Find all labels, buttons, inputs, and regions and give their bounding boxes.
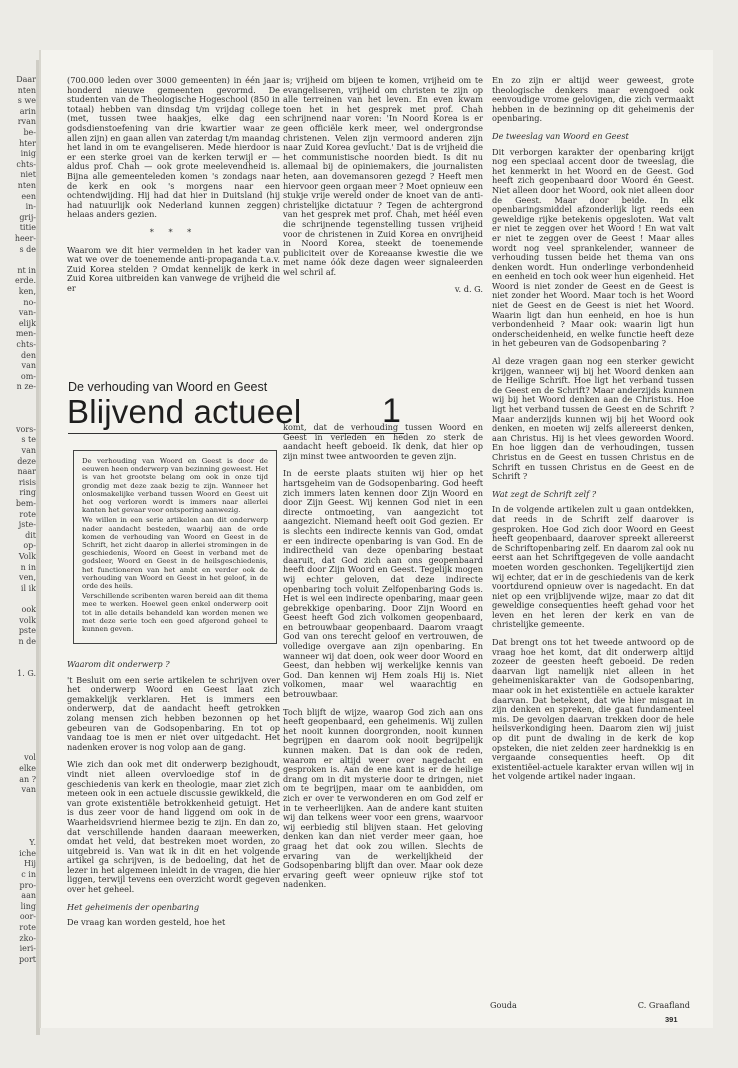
- author-initials: v. d. G.: [454, 284, 483, 295]
- edge-fragment: Volk: [18, 552, 36, 561]
- paragraph: is; vrijheid om bijeen te komen, vrijheid om te evangeliseren, vrijheid om christen te zijn op alle terreinen van het leven. En even kwam toen het in het gesprek met prof. Chah schrijnend naar voren: 'In Noord Korea is er geen officiële kerk meer, wel ondergrondse christenen. Velen zijn vermoord anderen zijn naar Zuid Korea gevlucht.' Dat is de vrijheid die het communistische noorden biedt. Is dit nu allemaal bij de opiniemakers, die journalisten heten, aan dovemansoren gezegd ? Heeft men hiervoor geen orgaan meer ? Moet opnieuw een stukje vrije wereld onder de knoet van de anti-christelijke dictatuur ? Tegen de achtergrond van het gesprek met prof. Chah, met héél even die schrijnende tegenstelling tussen vrijheid voor de christenen in Zuid Korea en onvrijheid in Noord Korea, steekt de toenemende publiciteit over de Koreaanse kwestie die we met name óók deze dagen weer signaleerden wel schril af.: [283, 75, 483, 277]
- intro-box: [73, 450, 277, 644]
- edge-fragment: om-: [20, 371, 36, 381]
- edge-fragment: be-: [23, 128, 36, 137]
- edge-fragment: niet: [20, 170, 36, 180]
- edge-fragment: rvan: [17, 117, 36, 127]
- edge-fragment: an ?: [19, 774, 36, 784]
- edge-fragment: den: [20, 350, 36, 360]
- edge-fragment: jste-: [18, 520, 36, 530]
- edge-fragment: ken,: [18, 287, 36, 296]
- edge-fragment: elijk: [18, 318, 36, 328]
- edge-fragment: inig: [20, 149, 36, 159]
- section-divider: * * *: [149, 226, 198, 237]
- paragraph: De vraag kan worden gesteld, hoe het: [67, 917, 226, 928]
- paragraph: In de eerste plaats stuiten wij hier op het hartsgeheim van de Godsopenbaring. God heeft zich immers laten kennen door Zijn Woord en door Zijn Geest. Wij kennen God niet in een directe ontmoeting, van aangezicht tot aangezicht. Niemand heeft ooit God gezien. Er is slechts een indirecte kennis van God, omdat er een indirecte openbaring is van God. En de indirectheid van deze openbaring bestaat daaruit, dat God zich aan ons geopenbaard heeft door Zijn Woord en Geest. Tegelijk mogen wij echter geloven, dat deze indirecte openbaring toch voluit Zelfopenbaring Gods is. Het is wel een indirecte openbaring, maar geen gebrekkige openbaring. Door Zijn Woord en Geest heeft God zich volkomen geopenbaard, en betrouwbaar geopenbaard. Daarom vraagt God van ons terecht geloof en vertrouwen, de volledige overgave aan zijn openbaring. En wanneer wij dat doen, ook weer door Woord en Geest, dan hebben wij werkelijke kennis van God. Dan kennen wij Hem zoals Hij is. Niet volkomen, maar wel waarachtig en betrouwbaar.: [283, 468, 483, 700]
- edge-fragment: chts-: [16, 159, 36, 169]
- subheading: De tweeslag van Woord en Geest: [492, 130, 629, 141]
- subheading: Wat zegt de Schrift zelf ?: [492, 488, 597, 499]
- edge-fragment: erde.: [15, 276, 36, 286]
- edge-fragment: nten: [17, 181, 36, 190]
- edge-fragment: il ik: [20, 583, 36, 593]
- edge-fragment: port: [19, 954, 36, 964]
- column-1-top: [67, 76, 280, 301]
- edge-fragment: rote: [19, 509, 36, 519]
- edge-fragment: een: [21, 191, 36, 201]
- paragraph: Waarom we dit hier vermelden in het kader van wat we over de toenemende anti-propaganda t.a.v. Zuid Korea stelden ? Omdat kennelijk de kerk in Zuid Korea uitbreiden kan vanwege de vrijheid die er: [67, 244, 280, 293]
- column-2-bottom: [283, 423, 483, 898]
- edge-fragment: van: [21, 446, 36, 455]
- paragraph: En zo zijn er altijd weer geweest, grote theologische denkers maar evengoed ook eenvoudige vrome gelovigen, die zich vermaakt hebben in de bezinning op dit geheimenis der openbaring.: [492, 75, 694, 124]
- edge-fragment: risis: [18, 477, 36, 487]
- edge-fragment: n ze-: [16, 382, 36, 392]
- edge-fragment: zko-: [19, 933, 36, 943]
- edge-fragment: c in: [21, 870, 36, 879]
- signature-place: Gouda: [490, 1000, 517, 1010]
- edge-fragment: grij-: [19, 212, 36, 222]
- edge-fragment: arin: [19, 106, 36, 116]
- edge-fragment: hter: [19, 138, 36, 148]
- edge-fragment: in-: [25, 202, 36, 212]
- edge-fragment: n de: [18, 636, 36, 646]
- paragraph: komt, dat de verhouding tussen Woord en Geest in verleden en heden zo sterk de aandacht heeft geboeid. Ik denk, dat hier op zijn minst twee antwoorden te geven zijn.: [283, 422, 483, 461]
- edge-fragment: van: [21, 361, 36, 371]
- edge-fragment: van-: [18, 308, 36, 318]
- paragraph: Al deze vragen gaan nog een sterker gewicht krijgen, wanneer wij bij het Woord denken aan de Heilige Schrift. Hoe ligt het verband tussen de Geest en de Schrift? Maar anderzijds kunnen wij bij het Woord denken aan de Christus. Hoe ligt het verband tussen de Geest en de Schrift ? Maar anderzijds kunnen wij bij het Woord ook denken, en moeten wij zelfs allereerst denken, aan Christus. Hij is het vlees geworden Woord. En hoe liggen dan de verhoudingen, tussen Christus en de Geest en tussen Christus en de Schrift en tussen Christus en de Geest en de Schrift ?: [492, 356, 694, 482]
- edge-fragment: ling: [20, 901, 36, 911]
- edge-fragment: vors-: [16, 424, 36, 434]
- article-kicker: De verhouding van Woord en Geest: [68, 380, 268, 394]
- paragraph: Dat brengt ons tot het tweede antwoord op de vraag hoe het komt, dat dit onderwerp altijd zozeer de geesten heeft geboeid. De reden daarvan ligt namelijk niet alleen in het geheimeniskarakter van de Godsopenbaring, maar ook in het existentiële en actuele karakter daarvan. Dat betekent, dat wie hier misgaat in zijn denken en spreken, die gaat fundamenteel mis. De gevolgen daarvan trekken door de hele heilsverkondiging heen. Daarom zien wij juist op dit punt de dwaling in de kerk de kop opsteken, die niet zelden zeer hardnekkig is en vergaande consequenties heeft. Op dit existentiëel-actuele karakter ervan willen wij in het volgende artikel nader ingaan.: [492, 637, 694, 782]
- edge-fragment: nt in: [17, 265, 36, 275]
- edge-fragment: Y.: [29, 838, 36, 848]
- column-2-top: [283, 76, 483, 303]
- edge-fragment: rote: [19, 923, 36, 932]
- edge-fragment: volk: [19, 615, 36, 625]
- subheading: Het geheimenis der openbaring: [67, 901, 200, 912]
- part-number: 1: [382, 392, 401, 430]
- paragraph: In de volgende artikelen zult u gaan ontdekken, dat reeds in de Schrift zelf daarover is gesproken. Hoe God zich door Woord en Geest heeft geopenbaard, daarover spreekt allereerst de Schriftopenbaring zelf. En daarom zal ook nu eerst aan het Schriftgegeven de volle aandacht moeten worden geschonken. Tegelijkertijd zien wij echter, dat er in de geschiedenis van de kerk voortdurend opnieuw over is nagedacht. En dat niet op een vrijblijvende wijze, maar zo dat dit geweldige consequenties heeft gehad voor het leven en het leren der kerk en van de christelijke gemeente.: [492, 504, 694, 630]
- edge-fragment: aan: [21, 891, 36, 901]
- paragraph: Dit verborgen karakter der openbaring krijgt nog een speciaal accent door de tweeslag, die het kenmerkt in het Woord en de Geest. God heeft zich geopenbaard door Woord én Geest. Niet alleen door het Woord, ook niet alleen door de Geest. Maar door beide. In elk openbaringsmiddel afzonderlijk ligt reeds een geweldige rijke betekenis opgesloten. Wat valt er niet te zeggen over het Woord ! En wat valt er niet te zeggen over de Geest ! Maar alles wordt nog veel sprankelender, wanneer de verhouding tussen beide het thema van ons denken wordt. Hun onderlinge verbondenheid en eenheid en toch ook weer hun eigenheid. Het Woord is niet zonder de Geest en de Geest is niet zonder het Woord. Maar toch is het Woord niet de Geest en de Geest is niet het Woord. Waarin ligt dan hun eenheid, en hoe is hun verbondenheid ? Maar ook: waarin ligt hun onderscheidenheid, en welke functie heeft deze in het gebeuren van de Godsopenbaring ?: [492, 146, 695, 349]
- signature-name: C. Graafland: [637, 1000, 690, 1010]
- edge-fragment: vol: [24, 753, 36, 763]
- edge-fragment: s we: [17, 96, 36, 106]
- edge-fragment: Daar: [16, 75, 36, 84]
- page-number: 391: [665, 1015, 678, 1024]
- edge-fragment: Hij: [23, 859, 36, 869]
- edge-fragment: oor-: [19, 912, 36, 922]
- previous-page-edge: [0, 75, 38, 985]
- edge-fragment: chts-: [16, 340, 36, 349]
- edge-fragment: n in: [20, 562, 36, 572]
- edge-fragment: dit: [25, 530, 36, 540]
- edge-fragment: ven,: [19, 573, 36, 583]
- intro-paragraph: De verhouding van Woord en Geest is door de eeuwen heen onderwerp van bezinning geweest. Het is van het grootste belang om ook in onze tijd grondig met deze zaak bezig te zijn. Wanneer het onlosmakelijke verband tussen Woord en Geest uit het oog verloren wordt is immers naar allerlei kanten het gevaar voor ontsporing aanwezig.: [82, 457, 268, 515]
- article-headline: Blijvend actueel: [67, 393, 302, 430]
- edge-fragment: naar: [17, 467, 36, 477]
- edge-fragment: iche: [19, 848, 36, 858]
- edge-fragment: no-: [23, 297, 36, 307]
- column-3: [492, 76, 694, 790]
- edge-fragment: nten: [17, 85, 36, 95]
- paragraph: (700.000 leden over 3000 gemeenten) in één jaar honderd nieuwe gemeenten gevormd. De studenten van de Theologische Hogeschool (850 in totaal) hebben van dinsdag t/m vrijdag college (met, tussen twee haakjes, elke dag een godsdienstoefening van drie kwartier waar ze allen zijn) en gaan allen van zaterdag t/m maandag het land in om te evangeliseren. Mede hierdoor is er een sterke groei van de kerken terwijl er — aldus prof. Chah — ook grote meelevendheid is. Bijna alle gemeenteleden komen 's zondags naar de kerk en ook 's morgens naar een ochtendwijding. Hij had dat hier in Duitsland (hij had natuurlijk ook Nederland kunnen zeggen) helaas anders gezien.: [67, 75, 280, 220]
- signature: [490, 1000, 690, 1010]
- edge-fragment: heer-: [14, 234, 36, 243]
- intro-paragraph: We willen in een serie artikelen aan dit onderwerp nader aandacht besteden, waarbij aan de orde komen de verhouding van Woord en Geest in de Schrift, het zicht daarop in allerlei stromingen in de geschiedenis, Woord en Geest in verband met de godsleer, Woord en Geest in de heilsgeschiedenis, het functioneren van het ambt en verder ook de verhouding van Woord en Geest in het geloof, in de orde des heils.: [82, 516, 268, 591]
- paragraph: 't Besluit om een serie artikelen te schrijven over het onderwerp Woord en Geest laat zich gemakkelijk verklaren. Het is immers een onderwerp, dat de aandacht heeft getrokken zolang mensen zich hebben bezonnen op het gebeuren van de Godsopenbaring. En tot op vandaag toe is men er niet over uitgedacht. Het nadenken erover is nog volop aan de gang.: [67, 674, 280, 752]
- edge-fragment: s te: [21, 435, 36, 445]
- edge-fragment: elke: [19, 764, 36, 773]
- paragraph: Wie zich dan ook met dit onderwerp bezighoudt, vindt niet alleen overvloedige stof in de geschiedenis van kerk en theologie, maar ziet zich meteen ook in een actuele discussie gewikkeld, die van grote existentiële betrokkenheid getuigt. Het is dus zeer voor de hand liggend om ook in de Waarheidsvriend hiermee bezig te zijn. En dan zo, dat verschillende handen daaraan meewerken, omdat het veld, dat bestreken moet worden, zo uitgebreid is. Van wat ik in dit en het volgende artikel ga schrijven, is de bedoeling, dat het de lezer in het algemeen inleidt in de vragen, die hier liggen, terwijl tevens een overzicht wordt gegeven over het geheel.: [67, 759, 280, 895]
- edge-fragment: titie: [19, 223, 36, 233]
- paragraph: Toch blijft de wijze, waarop God zich aan ons heeft geopenbaard, een geheimenis. Wij zullen het nooit kunnen doorgronden, nooit kunnen begrijpen en daarom ook nooit begrijpelijk kunnen maken. Dat is dan ook de reden, waarom er altijd weer over nagedacht en gesproken is. Aan de ene kant is er de heilige drang om in dit mysterie door te dringen, niet om te begrijpen, maar om te aanbidden, om zich er over te verwonderen en om God zelf er in te verheerlijken. Aan de andere kant stuiten wij dan telkens weer voor een grens, waarvoor wij eerbiedig stil blijven staan. Het geloving denken kan dan niet verder meer gaan, hoe graag het dat ook zou willen. Slechts de ervaring van de werkelijkheid der Godsopenbaring blijft dan over. Maar ook deze ervaring geeft weer opnieuw rijke stof tot nadenken.: [283, 706, 483, 890]
- edge-fragment: ring: [19, 488, 36, 498]
- edge-fragment: ook: [21, 605, 36, 614]
- edge-fragment: men-: [15, 329, 36, 339]
- edge-fragment: 1. G.: [17, 668, 36, 678]
- edge-fragment: van: [21, 785, 36, 795]
- edge-fragment: deze: [17, 456, 36, 466]
- edge-fragment: pro-: [19, 880, 36, 890]
- edge-fragment: s de: [19, 244, 36, 254]
- edge-fragment: pste: [18, 626, 36, 636]
- edge-fragment: op-: [23, 541, 36, 551]
- column-1-bottom: [67, 660, 280, 936]
- edge-fragment: ieri-: [19, 944, 36, 954]
- subheading: Waarom dit onderwerp ?: [67, 659, 170, 669]
- intro-paragraph: Verschillende scribenten waren bereid aan dit thema mee te werken. Hoewel geen enkel onderwerp ooit tot in alle details behandeld kan worden menen we met deze serie toch een goed afgerond geheel te kunnen geven.: [82, 592, 268, 634]
- edge-fragment: bem-: [15, 499, 36, 508]
